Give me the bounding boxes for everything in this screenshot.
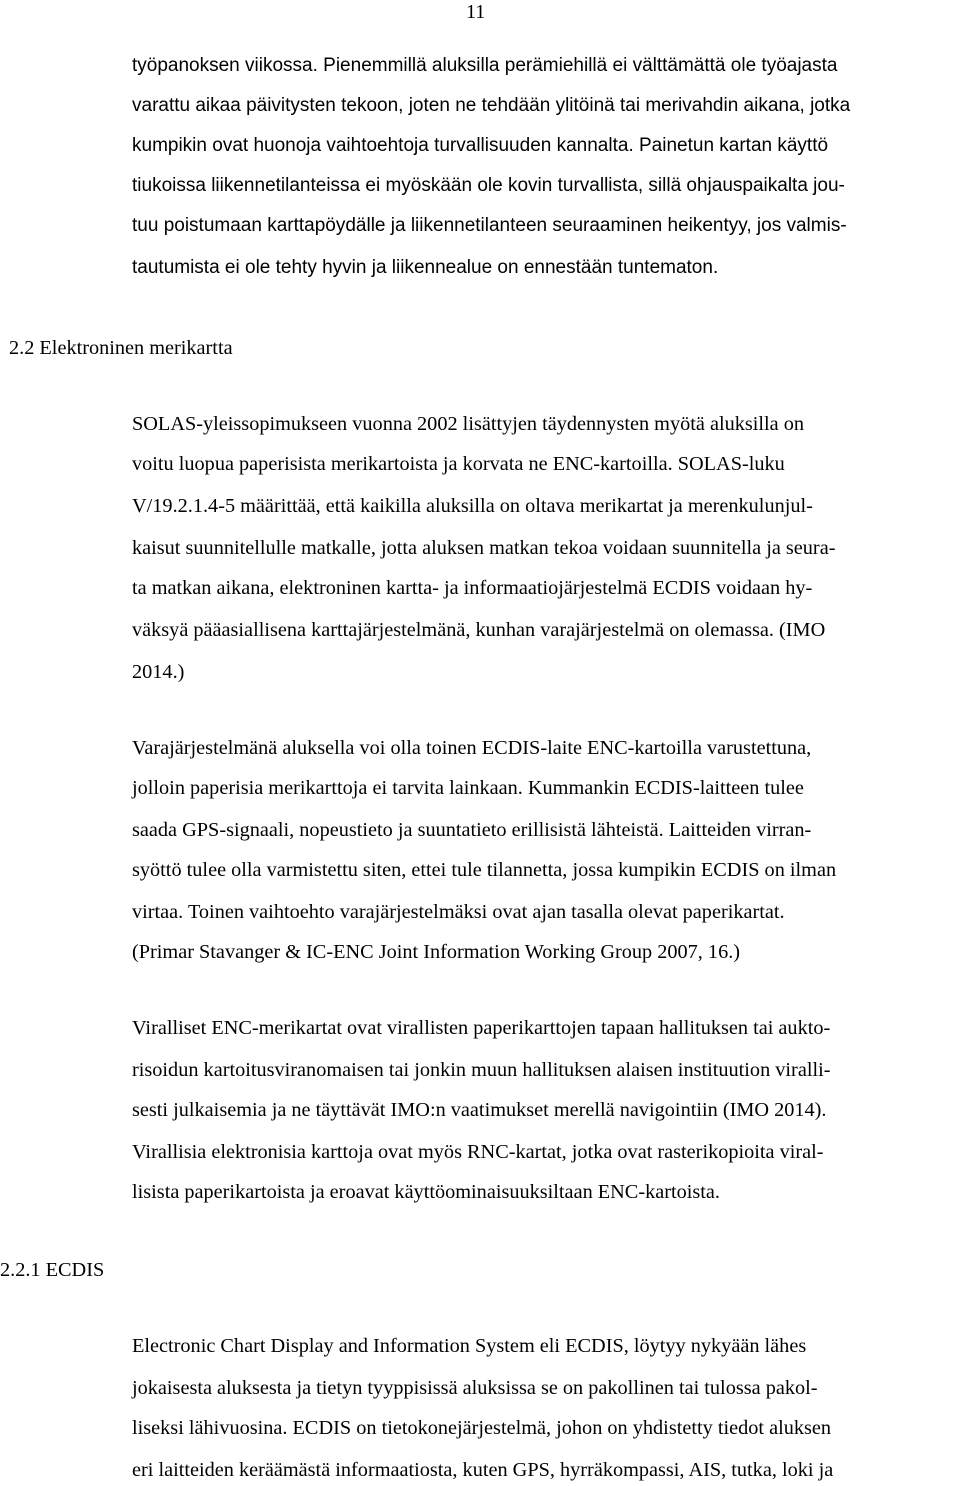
text-line: varattu aikaa päivitysten tekoon, joten ne tehdään ylitöinä tai merivahdin aikana, jotka (132, 95, 851, 116)
text-line: Viralliset ENC-merikartat ovat virallisten paperikarttojen tapaan hallituksen tai aukto- (132, 1017, 831, 1039)
text-line: (Primar Stavanger & IC-ENC Joint Information Working Group 2007, 16.) (132, 941, 741, 963)
text-line: 2014.) (132, 661, 185, 683)
text-line: jolloin paperisia merikarttoja ei tarvita lainkaan. Kummankin ECDIS-laitteen tulee (132, 777, 804, 799)
text-line: Electronic Chart Display and Information System eli ECDIS, löytyy nykyään lähes (132, 1335, 807, 1357)
text-line: kumpikin ovat huonoja vaihtoehtoja turvallisuuden kannalta. Painetun kartan käyttö (132, 135, 829, 156)
text-line: väksyä pääasiallisena karttajärjestelmänä, kunhan varajärjestelmä on olemassa. (IMO (132, 619, 826, 641)
section-heading-2-2: 2.2 Elektroninen merikartta (9, 337, 233, 359)
text-line: virtaa. Toinen vaihtoehto varajärjestelmäksi ovat ajan tasalla olevat paperikartat. (132, 901, 785, 923)
text-line: sesti julkaisemia ja ne täyttävät IMO:n vaatimukset merellä navigointiin (IMO 2014). (132, 1099, 827, 1121)
text-line: liseksi lähivuosina. ECDIS on tietokonejärjestelmä, johon on yhdistetty tiedot aluksen (132, 1417, 832, 1439)
text-line: lisista paperikartoista ja eroavat käyttöominaisuuksiltaan ENC-kartoista. (132, 1181, 720, 1203)
text-line: SOLAS-yleissopimukseen vuonna 2002 lisättyjen täydennysten myötä aluksilla on (132, 413, 805, 435)
text-line: risoidun kartoitusviranomaisen tai jonkin muun hallituksen alaisen instituution viralli- (132, 1059, 831, 1081)
text-line: työpanoksen viikossa. Pienemmillä aluksilla perämiehillä ei välttämättä ole työajasta (132, 55, 838, 76)
section-heading-2-2-1: 2.2.1 ECDIS (0, 1259, 105, 1281)
text-line: Varajärjestelmänä aluksella voi olla toinen ECDIS-laite ENC-kartoilla varustettuna, (132, 737, 812, 759)
text-line: syöttö tulee olla varmistettu siten, ettei tule tilannetta, jossa kumpikin ECDIS on ilman (132, 859, 837, 881)
text-line: jokaisesta aluksesta ja tietyn tyyppisissä aluksissa se on pakollinen tai tulossa pakol- (132, 1377, 818, 1399)
text-line: voitu luopua paperisista merikartoista ja korvata ne ENC-kartoilla. SOLAS-luku (132, 453, 785, 475)
text-line: saada GPS-signaali, nopeustieto ja suuntatieto erillisistä lähteistä. Laitteiden virran- (132, 819, 812, 841)
text-line: tiukoissa liikennetilanteissa ei myöskään ole kovin turvallista, sillä ohjauspaikalta jou- (132, 175, 845, 196)
text-line: Virallisia elektronisia karttoja ovat myös RNC-kartat, jotka ovat rasterikopioita viral- (132, 1141, 824, 1163)
page-number: 11 (466, 1, 486, 23)
text-line: kaisut suunnitellulle matkalle, jotta aluksen matkan tekoa voidaan suunnitella ja seura- (132, 537, 836, 559)
text-line: tuu poistumaan karttapöydälle ja liikennetilanteen seuraaminen heikentyy, jos valmis- (132, 215, 847, 236)
text-line: ta matkan aikana, elektroninen kartta- ja informaatiojärjestelmä ECDIS voidaan hy- (132, 577, 813, 599)
text-line: eri laitteiden keräämästä informaatiosta, kuten GPS, hyrräkompassi, AIS, tutka, loki ja (132, 1459, 834, 1481)
text-line: V/19.2.1.4-5 määrittää, että kaikilla aluksilla on oltava merikartat ja merenkulunjul- (132, 495, 813, 517)
text-line: tautumista ei ole tehty hyvin ja liikennealue on ennestään tuntematon. (132, 257, 719, 278)
